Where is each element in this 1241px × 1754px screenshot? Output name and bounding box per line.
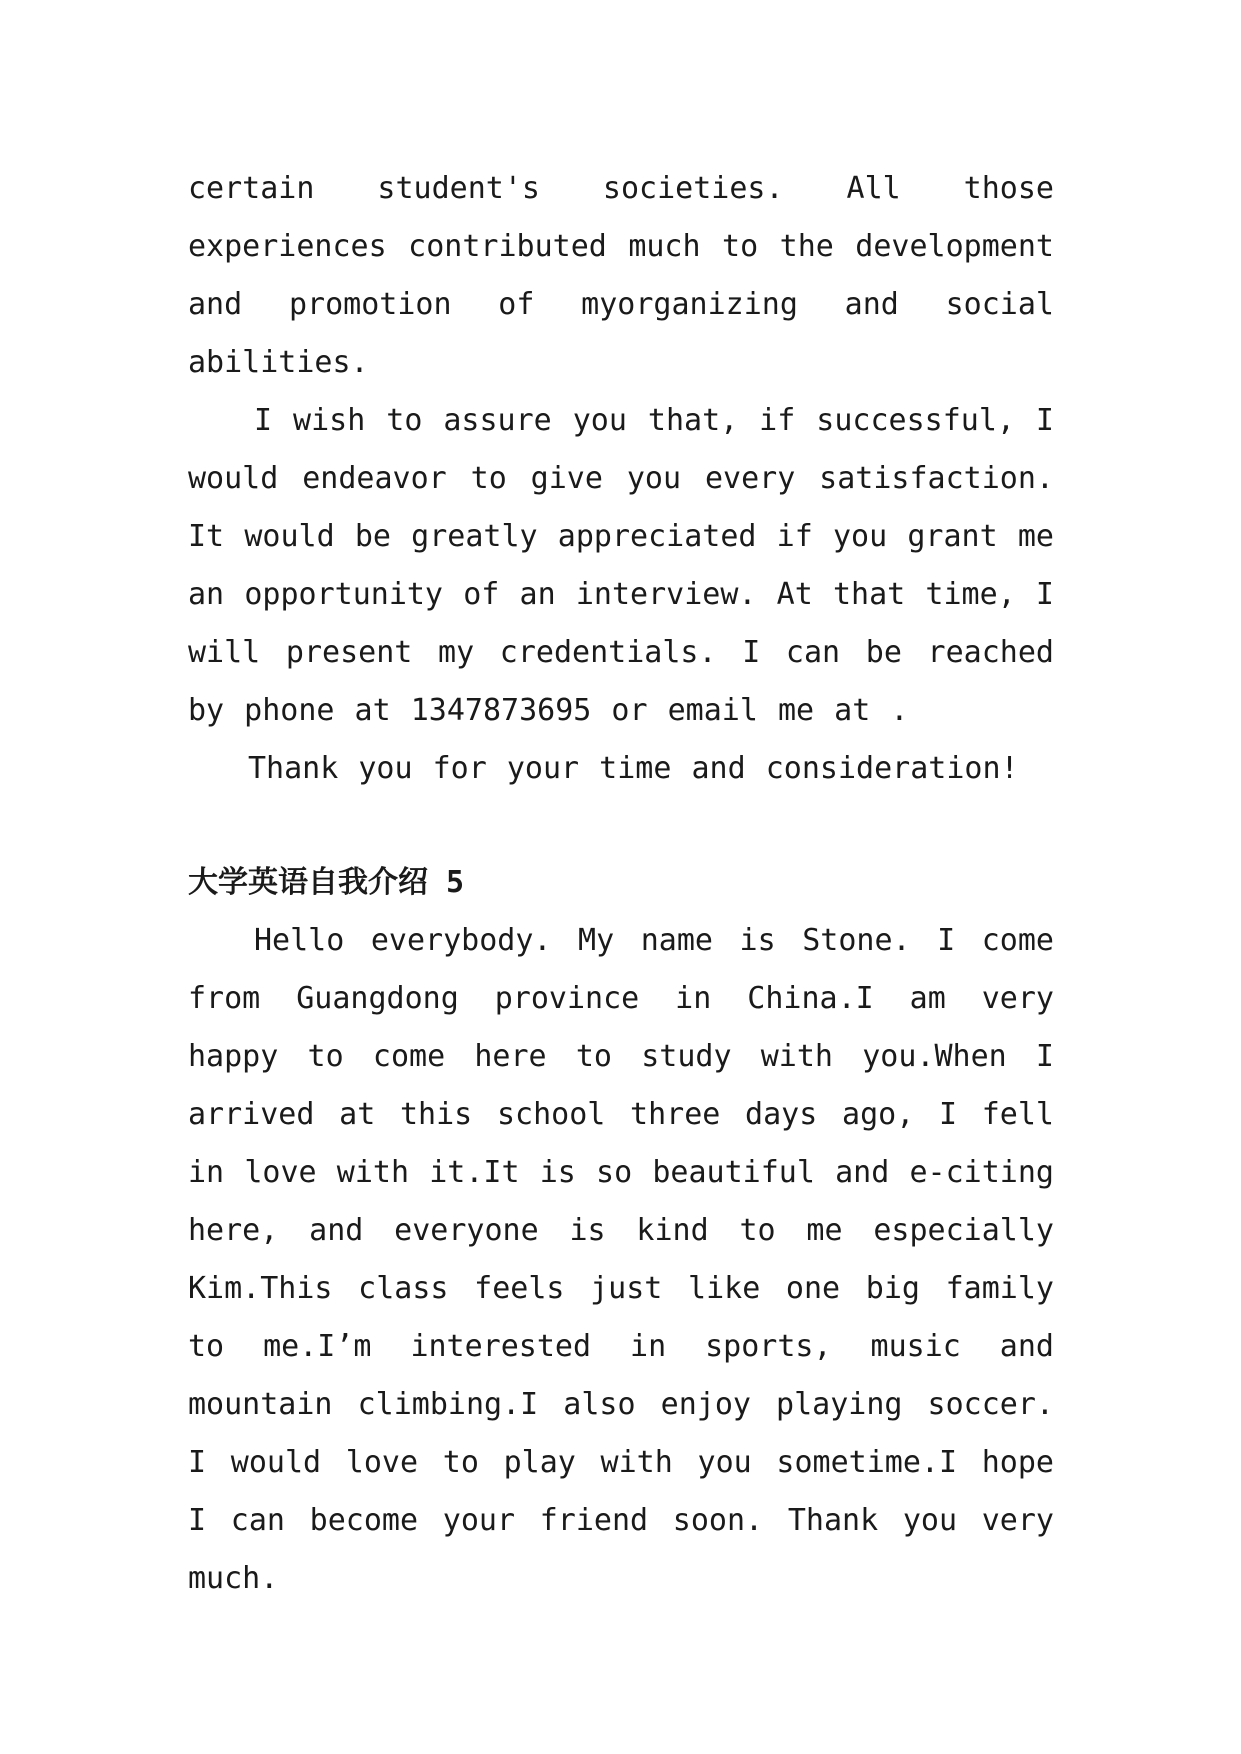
paragraph-societies: certain student's societies. All those experiences contributed much to the development and promotion of myorganizing and social abilities. xyxy=(188,171,1054,380)
section-spacer xyxy=(188,798,1054,854)
paragraph-thanks: Thank you for your time and consideration! xyxy=(248,751,1019,786)
paragraph-interview-request: I wish to assure you that, if successful, I would endeavor to give you every satisfaction. It would be greatly appreciated if you grant me an opportunity of an interview. At that time, I will present my credentials. I can be reached by phone at 1347873695 or email me at . xyxy=(188,403,1054,728)
paragraph-self-introduction: Hello everybody. My name is Stone. I come from Guangdong province in China.I am very happy to come here to study with you.When I arrived at this school three days ago, I fell in love with it.It is so beautiful and e-citing here, and everyone is kind to me especially Kim.This class feels just like one big family to me.I’m interested in sports, music and mountain climbing.I also enjoy playing soccer. I would love to play with you sometime.I hope I can become your friend soon. Thank you very much. xyxy=(188,923,1054,1596)
section-heading: 大学英语自我介绍 5 xyxy=(188,865,465,900)
document-body xyxy=(188,160,1054,1608)
